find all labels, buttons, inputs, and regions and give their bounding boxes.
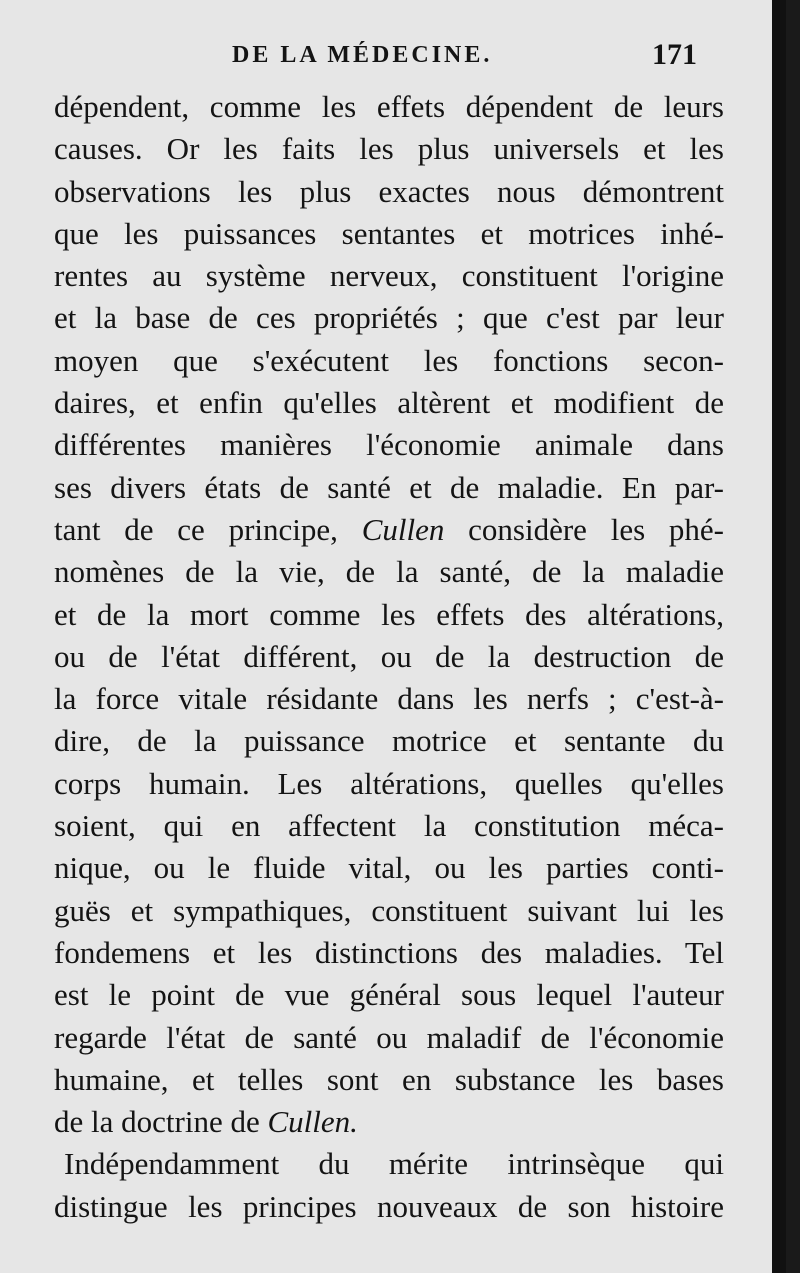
- text-line: soient, qui en affectent la constitution méca-: [54, 808, 724, 844]
- text-line: la force vitale résidante dans les nerfs ; c'est-à-: [54, 681, 724, 717]
- text-line: ou de l'état différent, ou de la destruction de: [54, 638, 724, 674]
- body-text: [54, 86, 724, 1228]
- text-segment: considère les phé-: [468, 511, 725, 547]
- text-line: dépendent, comme les effets dépendent de leurs: [54, 89, 724, 124]
- text-line: différentes manières l'économie animale dans: [54, 427, 724, 463]
- text-line: et de la mort comme les effets des altérations,: [54, 596, 724, 632]
- text-segment: de la doctrine de: [54, 1104, 260, 1140]
- text-line: et la base de ces propriétés ; que c'est par leur: [54, 300, 724, 336]
- text-line: [54, 1101, 724, 1143]
- text-line: corps humain. Les altérations, quelles qu'elles: [54, 765, 724, 801]
- text-line: [54, 509, 724, 551]
- text-line: dire, de la puissance motrice et sentante du: [54, 723, 724, 759]
- text-segment: tant de ce principe,: [54, 511, 338, 547]
- text-line: guës et sympathiques, constituent suivant lui les: [54, 892, 724, 928]
- running-title: DE LA MÉDECINE.: [232, 42, 493, 68]
- text-line: causes. Or les faits les plus universels et les: [54, 131, 724, 167]
- page-header: [0, 38, 786, 78]
- text-line: nique, ou le fluide vital, ou les parties conti-: [54, 850, 724, 886]
- page-number: 171: [652, 38, 697, 71]
- author-name-italic: Cullen: [361, 511, 445, 547]
- text-line: distingue les principes nouveaux de son histoire: [54, 1188, 724, 1224]
- author-name-italic: Cullen.: [267, 1104, 358, 1140]
- text-line: moyen que s'exécutent les fonctions secon-: [54, 342, 724, 378]
- text-line: ses divers états de santé et de maladie. En par-: [54, 469, 724, 505]
- text-line: est le point de vue général sous lequel l'auteur: [54, 977, 724, 1013]
- text-line: fondemens et les distinctions des maladies. Tel: [54, 934, 724, 970]
- text-line: rentes au système nerveux, constituent l'origine: [54, 258, 724, 294]
- text-line: daires, et enfin qu'elles altèrent et modifient de: [54, 385, 724, 421]
- page-edge-shadow: [772, 0, 786, 1273]
- text-line: que les puissances sentantes et motrices inhé-: [54, 215, 724, 251]
- paragraph-start-line: Indépendamment du mérite intrinsèque qui: [64, 1146, 724, 1182]
- text-line: regarde l'état de santé ou maladif de l'économie: [54, 1019, 724, 1055]
- text-line: observations les plus exactes nous démontrent: [54, 173, 724, 209]
- text-line: nomènes de la vie, de la santé, de la maladie: [54, 554, 724, 590]
- text-line: humaine, et telles sont en substance les bases: [54, 1061, 724, 1097]
